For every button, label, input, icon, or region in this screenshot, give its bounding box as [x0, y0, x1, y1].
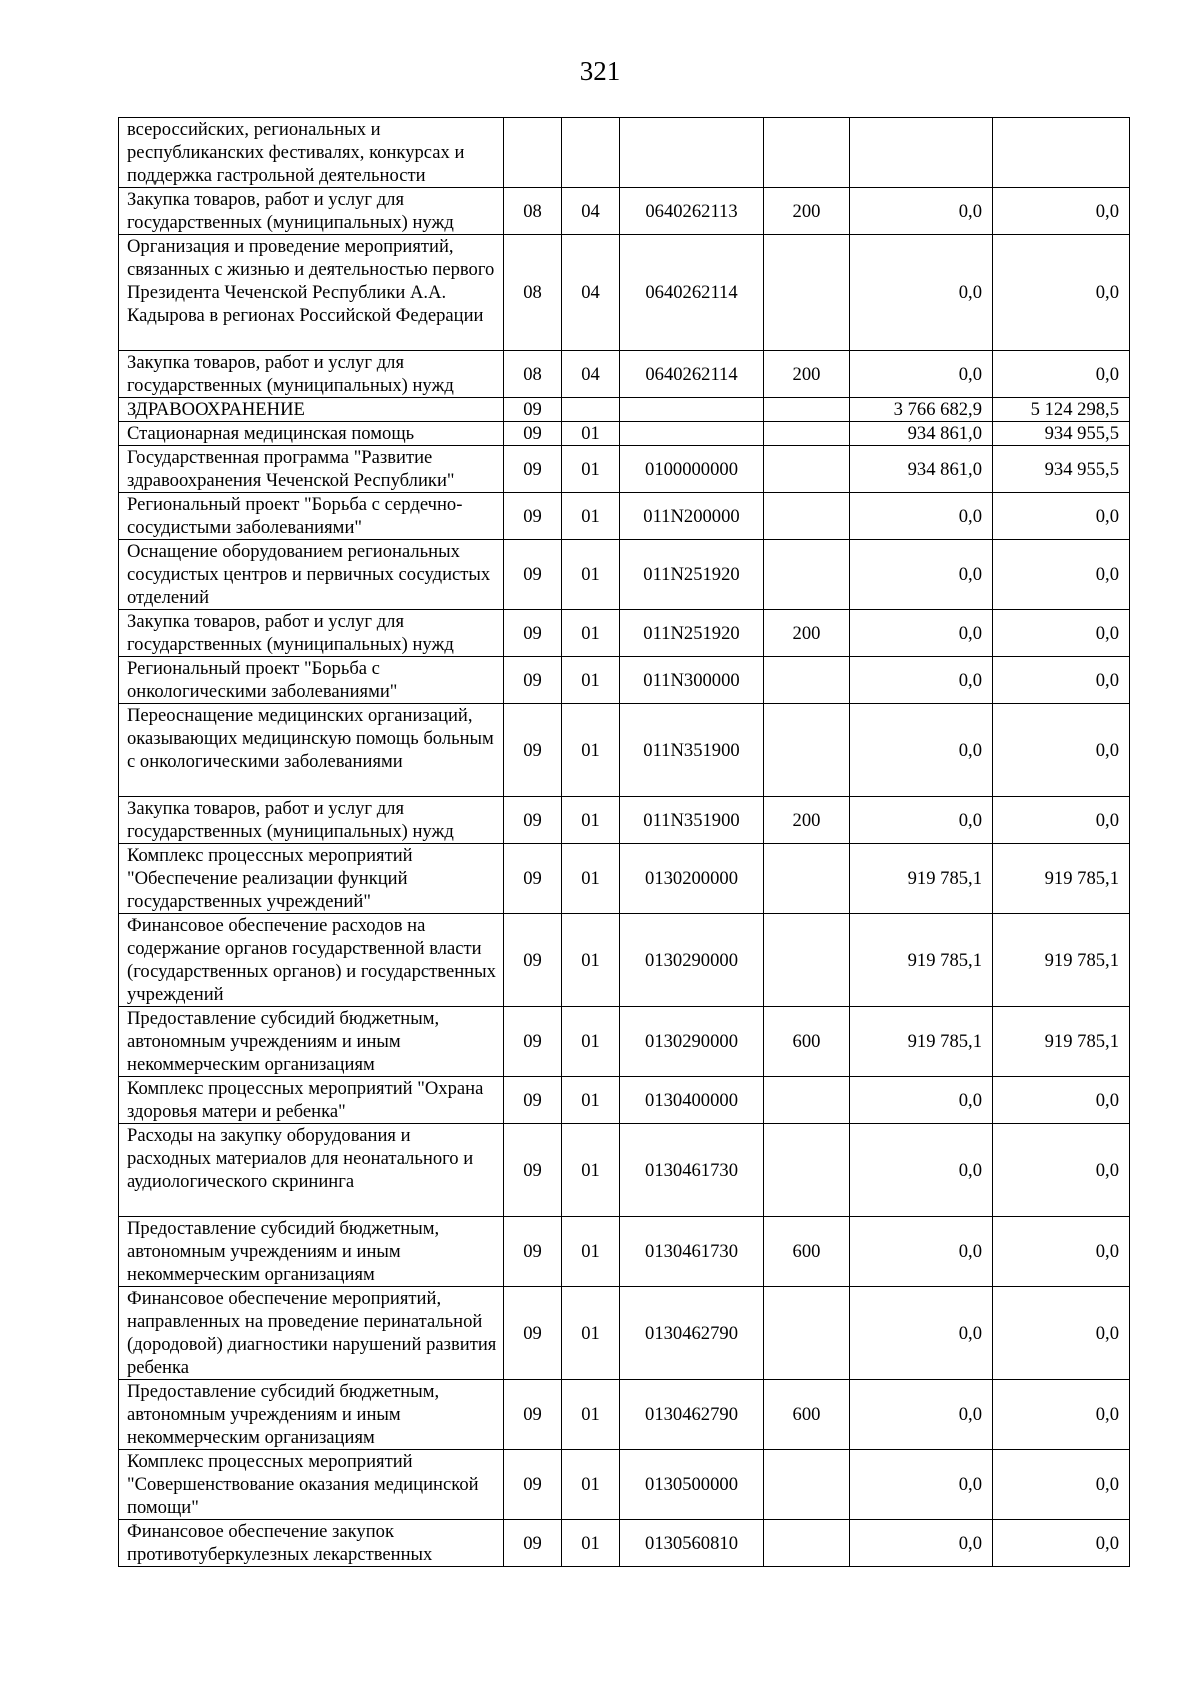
table-row [119, 493, 1130, 540]
cell-amount-2: 0,0 [993, 1520, 1130, 1567]
cell-section: 09 [504, 610, 562, 657]
cell-amount-2: 919 785,1 [993, 1007, 1130, 1077]
cell-name: Финансовое обеспечение расходов на содержание органов государственной власти (государственных органов) и государственных учреждений [119, 914, 504, 1007]
cell-subsection: 01 [562, 1007, 620, 1077]
cell-name: Комплекс процессных мероприятий "Совершенствование оказания медицинской помощи" [119, 1450, 504, 1520]
cell-amount-2: 934 955,5 [993, 446, 1130, 493]
cell-expense-type [764, 493, 850, 540]
cell-name: Комплекс процессных мероприятий "Охрана здоровья матери и ребенка" [119, 1077, 504, 1124]
table-row [119, 704, 1130, 797]
cell-amount-1: 0,0 [850, 1380, 993, 1450]
table-row [119, 422, 1130, 446]
cell-name: Комплекс процессных мероприятий "Обеспечение реализации функций государственных учреждений" [119, 844, 504, 914]
cell-target-article: 0130462790 [620, 1287, 764, 1380]
cell-amount-2: 0,0 [993, 188, 1130, 235]
cell-section [504, 118, 562, 188]
cell-expense-type [764, 914, 850, 1007]
table-row [119, 351, 1130, 398]
cell-subsection: 04 [562, 188, 620, 235]
cell-target-article: 0640262113 [620, 188, 764, 235]
cell-expense-type [764, 1450, 850, 1520]
cell-subsection: 01 [562, 844, 620, 914]
cell-expense-type [764, 118, 850, 188]
cell-section: 09 [504, 422, 562, 446]
cell-expense-type [764, 398, 850, 422]
table-row [119, 1287, 1130, 1380]
cell-subsection: 01 [562, 657, 620, 704]
cell-name: Предоставление субсидий бюджетным, автономным учреждениям и иным некоммерческим организациям [119, 1007, 504, 1077]
cell-name: Закупка товаров, работ и услуг для государственных (муниципальных) нужд [119, 351, 504, 398]
cell-amount-1: 0,0 [850, 540, 993, 610]
page-number: 321 [579, 56, 621, 86]
cell-section: 09 [504, 1007, 562, 1077]
cell-amount-2: 0,0 [993, 351, 1130, 398]
cell-name: Региональный проект "Борьба с онкологическими заболеваниями" [119, 657, 504, 704]
table-row [119, 1217, 1130, 1287]
cell-section: 09 [504, 1077, 562, 1124]
cell-target-article [620, 118, 764, 188]
cell-amount-1: 934 861,0 [850, 422, 993, 446]
cell-amount-2: 0,0 [993, 1450, 1130, 1520]
cell-subsection: 01 [562, 422, 620, 446]
cell-expense-type: 200 [764, 188, 850, 235]
cell-subsection: 04 [562, 351, 620, 398]
cell-subsection: 01 [562, 797, 620, 844]
cell-amount-1: 919 785,1 [850, 914, 993, 1007]
cell-target-article: 0130560810 [620, 1520, 764, 1567]
cell-subsection: 01 [562, 1124, 620, 1217]
cell-name: всероссийских, региональных и республиканских фестивалях, конкурсах и поддержка гастрольной деятельности [119, 118, 504, 188]
cell-name: Финансовое обеспечение мероприятий, направленных на проведение перинатальной (дородовой) диагностики нарушений развития ребенка [119, 1287, 504, 1380]
cell-section: 09 [504, 1287, 562, 1380]
cell-target-article: 011N300000 [620, 657, 764, 704]
cell-subsection: 01 [562, 1520, 620, 1567]
cell-target-article: 011N351900 [620, 797, 764, 844]
cell-amount-2: 0,0 [993, 540, 1130, 610]
cell-amount-1: 0,0 [850, 493, 993, 540]
table-row [119, 657, 1130, 704]
table-row [119, 797, 1130, 844]
table-row [119, 118, 1130, 188]
cell-subsection: 01 [562, 610, 620, 657]
cell-amount-2 [993, 118, 1130, 188]
cell-expense-type: 200 [764, 797, 850, 844]
cell-name: Закупка товаров, работ и услуг для государственных (муниципальных) нужд [119, 188, 504, 235]
cell-target-article: 0130461730 [620, 1124, 764, 1217]
cell-subsection: 01 [562, 446, 620, 493]
cell-amount-1: 0,0 [850, 797, 993, 844]
cell-expense-type: 200 [764, 351, 850, 398]
cell-subsection [562, 118, 620, 188]
cell-amount-1: 0,0 [850, 1450, 993, 1520]
cell-target-article: 011N200000 [620, 493, 764, 540]
cell-amount-1: 0,0 [850, 610, 993, 657]
table-row [119, 1124, 1130, 1217]
cell-target-article: 0640262114 [620, 235, 764, 351]
cell-name: Оснащение оборудованием региональных сосудистых центров и первичных сосудистых отделений [119, 540, 504, 610]
table-row [119, 235, 1130, 351]
table-row [119, 398, 1130, 422]
cell-target-article: 0130500000 [620, 1450, 764, 1520]
cell-section: 09 [504, 493, 562, 540]
cell-subsection: 01 [562, 540, 620, 610]
cell-section: 09 [504, 657, 562, 704]
cell-amount-1: 919 785,1 [850, 1007, 993, 1077]
cell-amount-1: 934 861,0 [850, 446, 993, 493]
cell-amount-2: 0,0 [993, 235, 1130, 351]
table-row [119, 1520, 1130, 1567]
cell-expense-type [764, 1520, 850, 1567]
cell-name: ЗДРАВООХРАНЕНИЕ [119, 398, 504, 422]
cell-target-article [620, 398, 764, 422]
cell-name: Расходы на закупку оборудования и расходных материалов для неонатального и аудиологического скрининга [119, 1124, 504, 1217]
cell-name: Финансовое обеспечение закупок противотуберкулезных лекарственных [119, 1520, 504, 1567]
cell-name: Государственная программа "Развитие здравоохранения Чеченской Республики" [119, 446, 504, 493]
cell-expense-type [764, 1077, 850, 1124]
cell-name: Закупка товаров, работ и услуг для государственных (муниципальных) нужд [119, 797, 504, 844]
cell-section: 09 [504, 1450, 562, 1520]
cell-subsection: 01 [562, 1287, 620, 1380]
cell-expense-type [764, 657, 850, 704]
cell-amount-1: 0,0 [850, 1124, 993, 1217]
cell-amount-2: 0,0 [993, 657, 1130, 704]
cell-subsection: 01 [562, 493, 620, 540]
cell-expense-type: 600 [764, 1380, 850, 1450]
cell-name: Переоснащение медицинских организаций, оказывающих медицинскую помощь больным с онкологическими заболеваниями [119, 704, 504, 797]
cell-expense-type [764, 235, 850, 351]
cell-target-article [620, 422, 764, 446]
cell-amount-2: 0,0 [993, 1380, 1130, 1450]
cell-expense-type [764, 422, 850, 446]
cell-amount-2: 0,0 [993, 704, 1130, 797]
table-row [119, 1450, 1130, 1520]
cell-expense-type: 600 [764, 1007, 850, 1077]
cell-name: Предоставление субсидий бюджетным, автономным учреждениям и иным некоммерческим организациям [119, 1380, 504, 1450]
cell-subsection: 04 [562, 235, 620, 351]
cell-section: 09 [504, 1124, 562, 1217]
cell-amount-1 [850, 118, 993, 188]
cell-amount-2: 0,0 [993, 1124, 1130, 1217]
cell-expense-type [764, 1287, 850, 1380]
table-row [119, 188, 1130, 235]
cell-subsection: 01 [562, 704, 620, 797]
cell-amount-1: 0,0 [850, 351, 993, 398]
cell-amount-1: 0,0 [850, 1217, 993, 1287]
cell-section: 09 [504, 446, 562, 493]
cell-expense-type [764, 540, 850, 610]
budget-table [118, 117, 1130, 1567]
cell-amount-1: 919 785,1 [850, 844, 993, 914]
cell-expense-type [764, 844, 850, 914]
cell-amount-1: 0,0 [850, 1287, 993, 1380]
cell-section: 09 [504, 1380, 562, 1450]
cell-target-article: 0130462790 [620, 1380, 764, 1450]
cell-target-article: 011N351900 [620, 704, 764, 797]
cell-amount-1: 0,0 [850, 188, 993, 235]
cell-amount-2: 919 785,1 [993, 844, 1130, 914]
cell-section: 09 [504, 398, 562, 422]
table-row [119, 1007, 1130, 1077]
cell-amount-1: 0,0 [850, 1520, 993, 1567]
cell-name: Закупка товаров, работ и услуг для государственных (муниципальных) нужд [119, 610, 504, 657]
cell-target-article: 0130200000 [620, 844, 764, 914]
cell-section: 08 [504, 351, 562, 398]
cell-expense-type [764, 1124, 850, 1217]
cell-amount-2: 0,0 [993, 493, 1130, 540]
table-row [119, 914, 1130, 1007]
cell-amount-2: 0,0 [993, 797, 1130, 844]
cell-expense-type [764, 704, 850, 797]
cell-section: 09 [504, 914, 562, 1007]
cell-name: Организация и проведение мероприятий, связанных с жизнью и деятельностью первого Президента Чеченской Республики А.А. Кадырова в регионах Российской Федерации [119, 235, 504, 351]
cell-amount-2: 0,0 [993, 1287, 1130, 1380]
cell-amount-1: 0,0 [850, 657, 993, 704]
cell-target-article: 0640262114 [620, 351, 764, 398]
cell-expense-type [764, 446, 850, 493]
cell-name: Стационарная медицинская помощь [119, 422, 504, 446]
table-row [119, 844, 1130, 914]
cell-name: Предоставление субсидий бюджетным, автономным учреждениям и иным некоммерческим организациям [119, 1217, 504, 1287]
cell-amount-2: 0,0 [993, 610, 1130, 657]
cell-expense-type: 200 [764, 610, 850, 657]
cell-target-article: 0100000000 [620, 446, 764, 493]
cell-target-article: 0130400000 [620, 1077, 764, 1124]
cell-subsection: 01 [562, 1217, 620, 1287]
cell-subsection: 01 [562, 1077, 620, 1124]
cell-name: Региональный проект "Борьба с сердечно-сосудистыми заболеваниями" [119, 493, 504, 540]
cell-subsection: 01 [562, 1380, 620, 1450]
table-row [119, 446, 1130, 493]
cell-amount-2: 919 785,1 [993, 914, 1130, 1007]
cell-amount-1: 0,0 [850, 1077, 993, 1124]
cell-section: 09 [504, 1217, 562, 1287]
cell-section: 09 [504, 844, 562, 914]
table-row [119, 540, 1130, 610]
cell-subsection [562, 398, 620, 422]
cell-amount-1: 0,0 [850, 704, 993, 797]
cell-section: 08 [504, 235, 562, 351]
cell-expense-type: 600 [764, 1217, 850, 1287]
table-row [119, 1380, 1130, 1450]
cell-target-article: 011N251920 [620, 610, 764, 657]
table-body [119, 118, 1130, 1567]
cell-target-article: 011N251920 [620, 540, 764, 610]
table-row [119, 610, 1130, 657]
table-row [119, 1077, 1130, 1124]
cell-section: 09 [504, 704, 562, 797]
cell-target-article: 0130461730 [620, 1217, 764, 1287]
cell-amount-2: 5 124 298,5 [993, 398, 1130, 422]
cell-amount-1: 3 766 682,9 [850, 398, 993, 422]
cell-section: 09 [504, 1520, 562, 1567]
cell-amount-2: 0,0 [993, 1217, 1130, 1287]
cell-target-article: 0130290000 [620, 914, 764, 1007]
cell-amount-2: 934 955,5 [993, 422, 1130, 446]
cell-section: 09 [504, 797, 562, 844]
cell-subsection: 01 [562, 914, 620, 1007]
cell-section: 09 [504, 540, 562, 610]
cell-amount-2: 0,0 [993, 1077, 1130, 1124]
cell-section: 08 [504, 188, 562, 235]
cell-target-article: 0130290000 [620, 1007, 764, 1077]
cell-subsection: 01 [562, 1450, 620, 1520]
cell-amount-1: 0,0 [850, 235, 993, 351]
